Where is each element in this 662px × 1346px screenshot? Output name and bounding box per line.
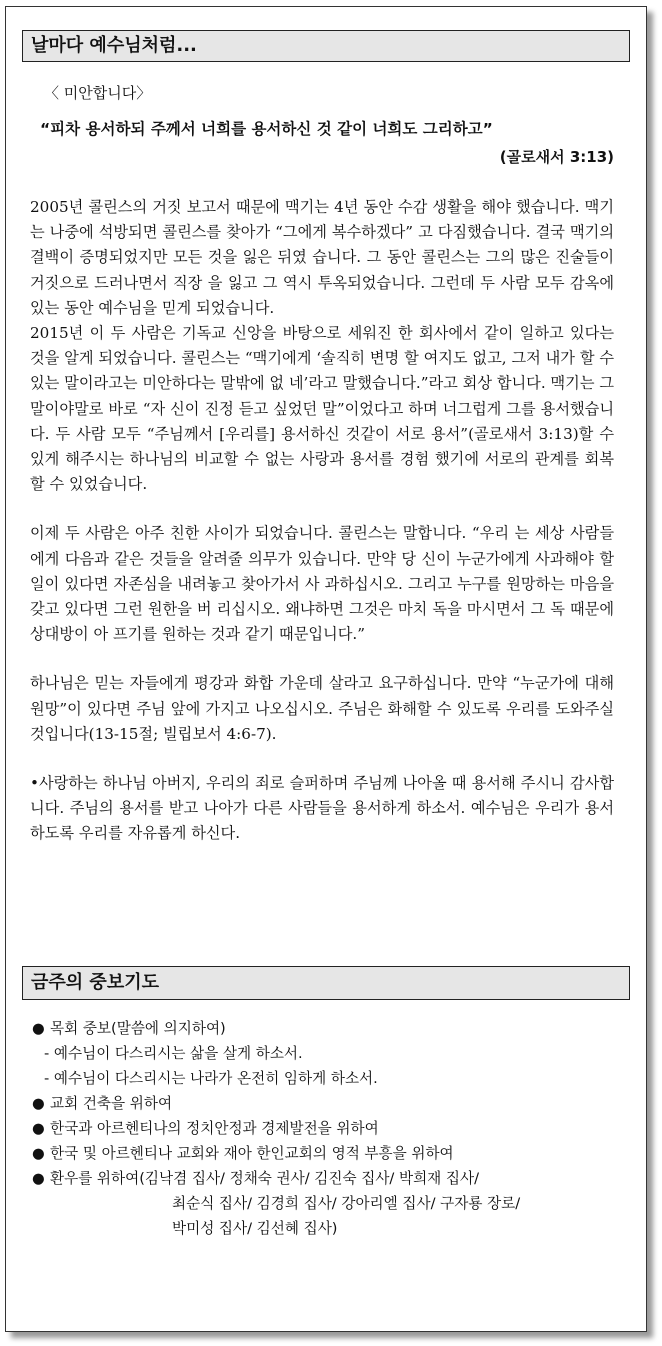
paragraph: 이제 두 사람은 아주 친한 사이가 되었습니다. 콜린스는 말합니다. “우리 는 세상 사람들에게 다음과 같은 것들을 알려줄 의무가 있습니다. 만약 당 신이 누군가에게 사과해야 할 일이 있다면 자존심을 내려놓고 찾아가서 사 과하십시오. 그리고 누구를 원망하는 마음을 갖고 있다면 그런 원한을 버 리십시오. 왜냐하면 그것은 마치 독을 마시면서 그 독 때문에 상대방이 아 프기를 원하는 것과 같기 때문입니다.” — [30, 524, 614, 644]
paragraph: 2015년 이 두 사람은 기독교 신앙을 바탕으로 세워진 한 회사에서 같이 일하고 있다는 것을 알게 되었습니다. 콜린스는 “맥기에게 ‘솔직히 변명 할 여지도 없고, 그저 내가 할 수 있는 말이라고는 미안하다는 말밖에 없 네’라고 말했습니다.”라고 회상 합니다. 맥기는 그 말이야말로 바로 “자 신이 진정 듣고 싶었던 말”이었다고 하며 너그럽게 그를 용서했습니다. 두 사람 모두 “주님께서 [우리를] 용서하신 것같이 서로 용서”(골로새서 3:13)할 수 있게 해주시는 하나님의 비교할 수 없는 사랑과 용서를 경험 했기에 서로의 관계를 회복할 수 있었습니다. — [30, 324, 615, 494]
list-item: - 예수님이 다스리시는 삶을 살게 하소서. — [44, 1045, 303, 1062]
devotion-body — [30, 195, 614, 847]
list-item: - 예수님이 다스리시는 나라가 온전히 임하게 하소서. — [44, 1070, 378, 1087]
devotion-subtitle: 〈 미안합니다〉 — [44, 84, 152, 102]
list-item: ● 한국과 아르헨티나의 정치안정과 경제발전을 위하여 — [32, 1116, 632, 1141]
bullet-icon: ● — [32, 1095, 45, 1112]
verse-reference: (골로새서 3:13) — [499, 148, 614, 166]
list-item: ● 한국 및 아르헨티나 교회와 재아 한인교회의 영적 부흥을 위하여 — [32, 1141, 632, 1166]
list-item-continuation: 최순식 집사/ 김경희 집사/ 강아리엘 집사/ 구자룡 장로/ — [172, 1195, 521, 1212]
paragraph: 하나님은 믿는 자들에게 평강과 화합 가운데 살라고 요구하십니다. 만약 “누군가에 대해 원망”이 있다면 주님 앞에 가지고 나오십시오. 주님은 화해할 수 있도록 우리를 도와주실 것입니다(13-15절; 빌립보서 4:6-7). — [30, 674, 614, 743]
bullet-icon: ● — [32, 1020, 45, 1037]
bullet-icon: ● — [32, 1145, 45, 1162]
list-item-continuation: 박미성 집사/ 김선혜 집사) — [172, 1220, 338, 1237]
bullet-icon: ● — [32, 1120, 45, 1137]
key-verse: “피차 용서하되 주께서 너희를 용서하신 것 같이 너희도 그리하고” — [40, 120, 493, 138]
list-item: ● 교회 건축을 위하여 — [32, 1091, 632, 1116]
list-item: ● 목회 중보(말씀에 의지하여) — [32, 1016, 632, 1041]
list-item: ● 환우를 위하여(김낙겸 집사/ 정채숙 권사/ 김진숙 집사/ 박희재 집사/ — [32, 1166, 632, 1191]
bullet-icon: ● — [32, 1170, 45, 1187]
page-title: 날마다 예수님처럼... — [22, 30, 630, 62]
prayer-list — [32, 1016, 632, 1241]
prayer-paragraph: •사랑하는 하나님 아버지, 우리의 죄로 슬퍼하며 주님께 나아올 때 용서해 주시니 감사합니다. 주님의 용서를 받고 나아가 다른 사람들을 용서하게 하소서. 예수님은 우리가 용서하도록 우리를 자유롭게 하신다. — [30, 774, 614, 843]
prayer-section-title: 금주의 중보기도 — [22, 966, 630, 1000]
paragraph: 2005년 콜린스의 거짓 보고서 때문에 맥기는 4년 동안 수감 생활을 해야 했습니다. 맥기는 나중에 석방되면 콜린스를 찾아가 “그에게 복수하겠다” 고 다짐했습니다. 결국 맥기의 결백이 증명되었지만 모든 것을 잃은 뒤였 습니다. 그 동안 콜린스는 그의 많은 진술들이 거짓으로 드러나면서 직장 을 잃고 그 역시 투옥되었습니다. 그런데 두 사람 모두 감옥에 있는 동안 예수님을 믿게 되었습니다. — [30, 198, 614, 317]
